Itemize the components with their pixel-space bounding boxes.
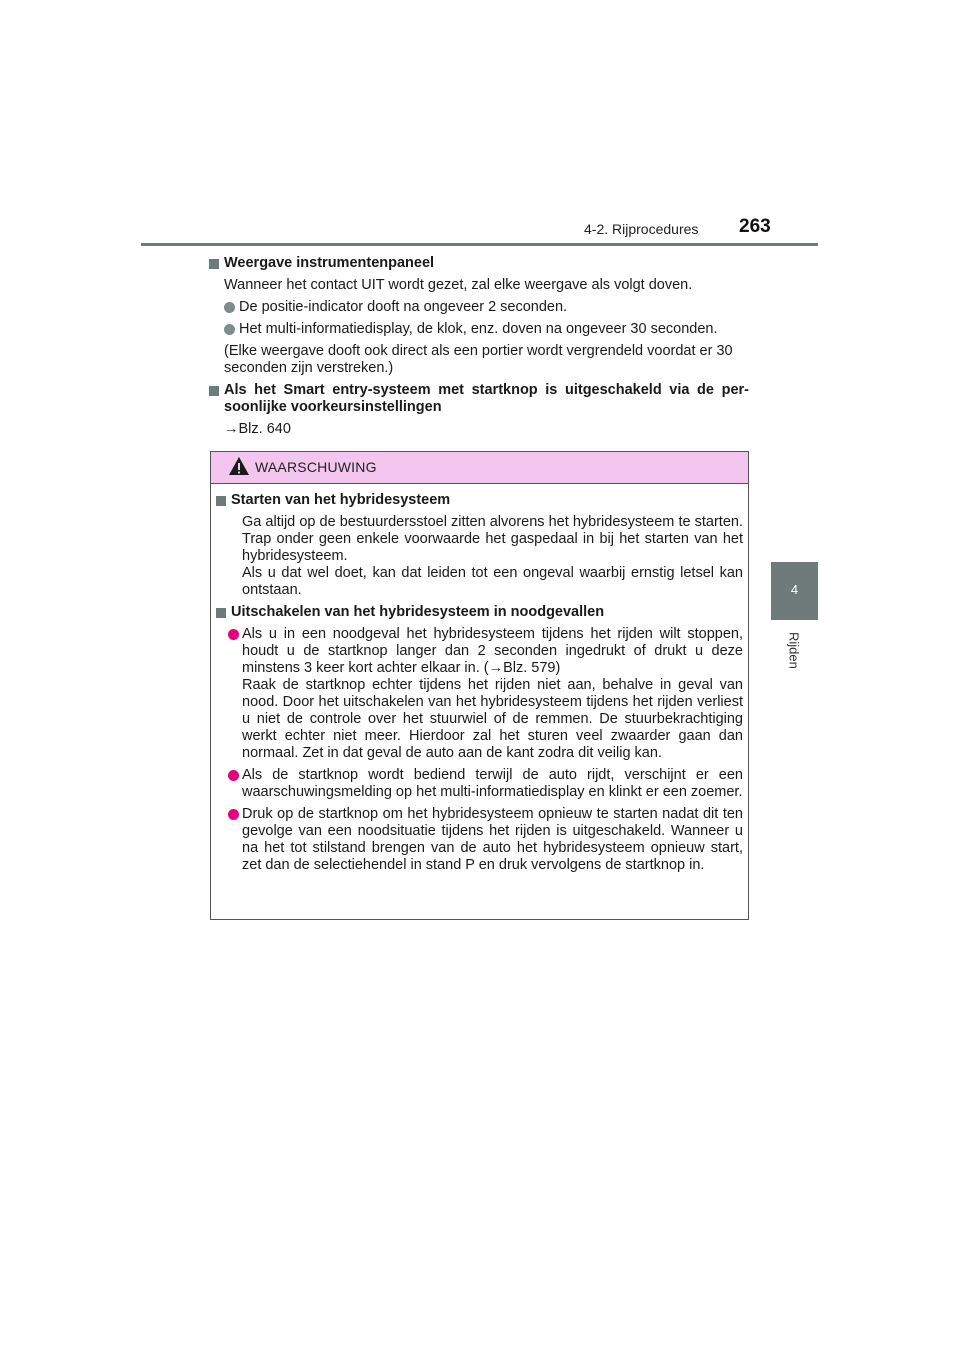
round-bullet-icon	[228, 809, 239, 820]
warning-list-item	[216, 767, 743, 801]
round-bullet-icon	[224, 302, 235, 313]
warning-list-text: Druk op de startknop om het hybridesysteem opnieuw te starten nadat dit ten gevolge van een noodsituatie tijdens het rijden is uitgeschakeld. Wanneer u na het tot stilstand brengen van de auto het hybridesysteem opnieuw start, zet dan de selectiehendel in stand P en druk vervolgens de startknop in.	[242, 806, 743, 873]
warning-list-item	[216, 626, 743, 762]
warning-list-text: Als de startknop wordt bediend terwijl de auto rijdt, verschijnt er een waarschuwingsmelding op het multi-informatiedisplay en klinkt er een zoemer.	[242, 767, 743, 800]
section-heading-line-2: soonlijke voorkeursinstellingen	[224, 399, 442, 415]
note-paragraph: (Elke weergave dooft ook direct als een portier wordt vergrendeld voordat er 30 seconden zijn verstreken.)	[224, 343, 733, 376]
list-item-text: Het multi-informatiedisplay, de klok, enz. doven na ongeveer 30 seconden.	[239, 321, 718, 337]
warning-heading	[216, 492, 743, 509]
main-content	[209, 255, 749, 438]
chapter-label: Rijden	[786, 632, 802, 669]
round-bullet-icon	[228, 629, 239, 640]
warning-heading-text: Uitschakelen van het hybridesysteem in noodgevallen	[231, 604, 605, 620]
warning-list-text: Als u in een noodgeval het hybridesysteem tijdens het rijden wilt stoppen, houdt u de startknop langer dan 2 seconden ingedrukt of drukt u deze minstens 3 keer kort achter elkaar in. (→Blz. 579)	[242, 626, 743, 676]
list-item	[209, 321, 749, 338]
chapter-number: 4	[790, 582, 799, 597]
chapter-label-container	[774, 632, 814, 692]
section-heading	[209, 255, 749, 272]
round-bullet-icon	[228, 770, 239, 781]
warning-body	[216, 492, 743, 879]
square-bullet-icon	[209, 386, 219, 396]
section-heading-line-1: Als het Smart entry-systeem met startknop is uitgeschakeld via de per-	[224, 382, 749, 398]
chapter-tab	[771, 562, 818, 620]
warning-list-text: Raak de startknop echter tijdens het rijden niet aan, behalve in geval van nood. Door het uitschakelen van het hybridesysteem tijdens het rijden verliest u niet de controle over het stuurwiel of de remmen. De stuurbekrachtiging werkt echter niet meer. Hierdoor zal het sturen veel zwaarder gaan dan normaal. Zet in dat geval de auto aan de kant zodra dit veilig kan.	[242, 677, 743, 761]
square-bullet-icon	[209, 259, 219, 269]
list-item	[209, 299, 749, 316]
square-bullet-icon	[216, 608, 226, 618]
page-reference-link[interactable]: →Blz. 640	[224, 421, 291, 437]
section-heading-text: Weergave instrumentenpaneel	[224, 255, 435, 271]
warning-box	[210, 451, 749, 920]
list-item-text: De positie-indicator dooft na ongeveer 2 seconden.	[239, 299, 568, 315]
warning-triangle-icon	[228, 456, 250, 476]
round-bullet-icon	[224, 324, 235, 335]
header-divider	[141, 243, 818, 246]
warning-heading	[216, 604, 743, 621]
page-number: 263	[739, 216, 771, 237]
warning-heading-text: Starten van het hybridesysteem	[231, 492, 451, 508]
warning-paragraph: Als u dat wel doet, kan dat leiden tot een ongeval waarbij ernstig letsel kan ontstaan.	[242, 565, 743, 598]
square-bullet-icon	[216, 496, 226, 506]
warning-paragraph: Ga altijd op de bestuurdersstoel zitten alvorens het hybridesysteem te starten. Trap onder geen enkele voorwaarde het gaspedaal in bij het starten van het hybridesysteem.	[242, 514, 743, 564]
section-heading	[209, 382, 749, 416]
section-title: 4-2. Rijprocedures	[584, 221, 699, 237]
warning-title: WAARSCHUWING	[255, 459, 377, 475]
warning-list-item	[216, 806, 743, 874]
paragraph: Wanneer het contact UIT wordt gezet, zal elke weergave als volgt doven.	[224, 277, 693, 293]
warning-header	[211, 452, 748, 484]
